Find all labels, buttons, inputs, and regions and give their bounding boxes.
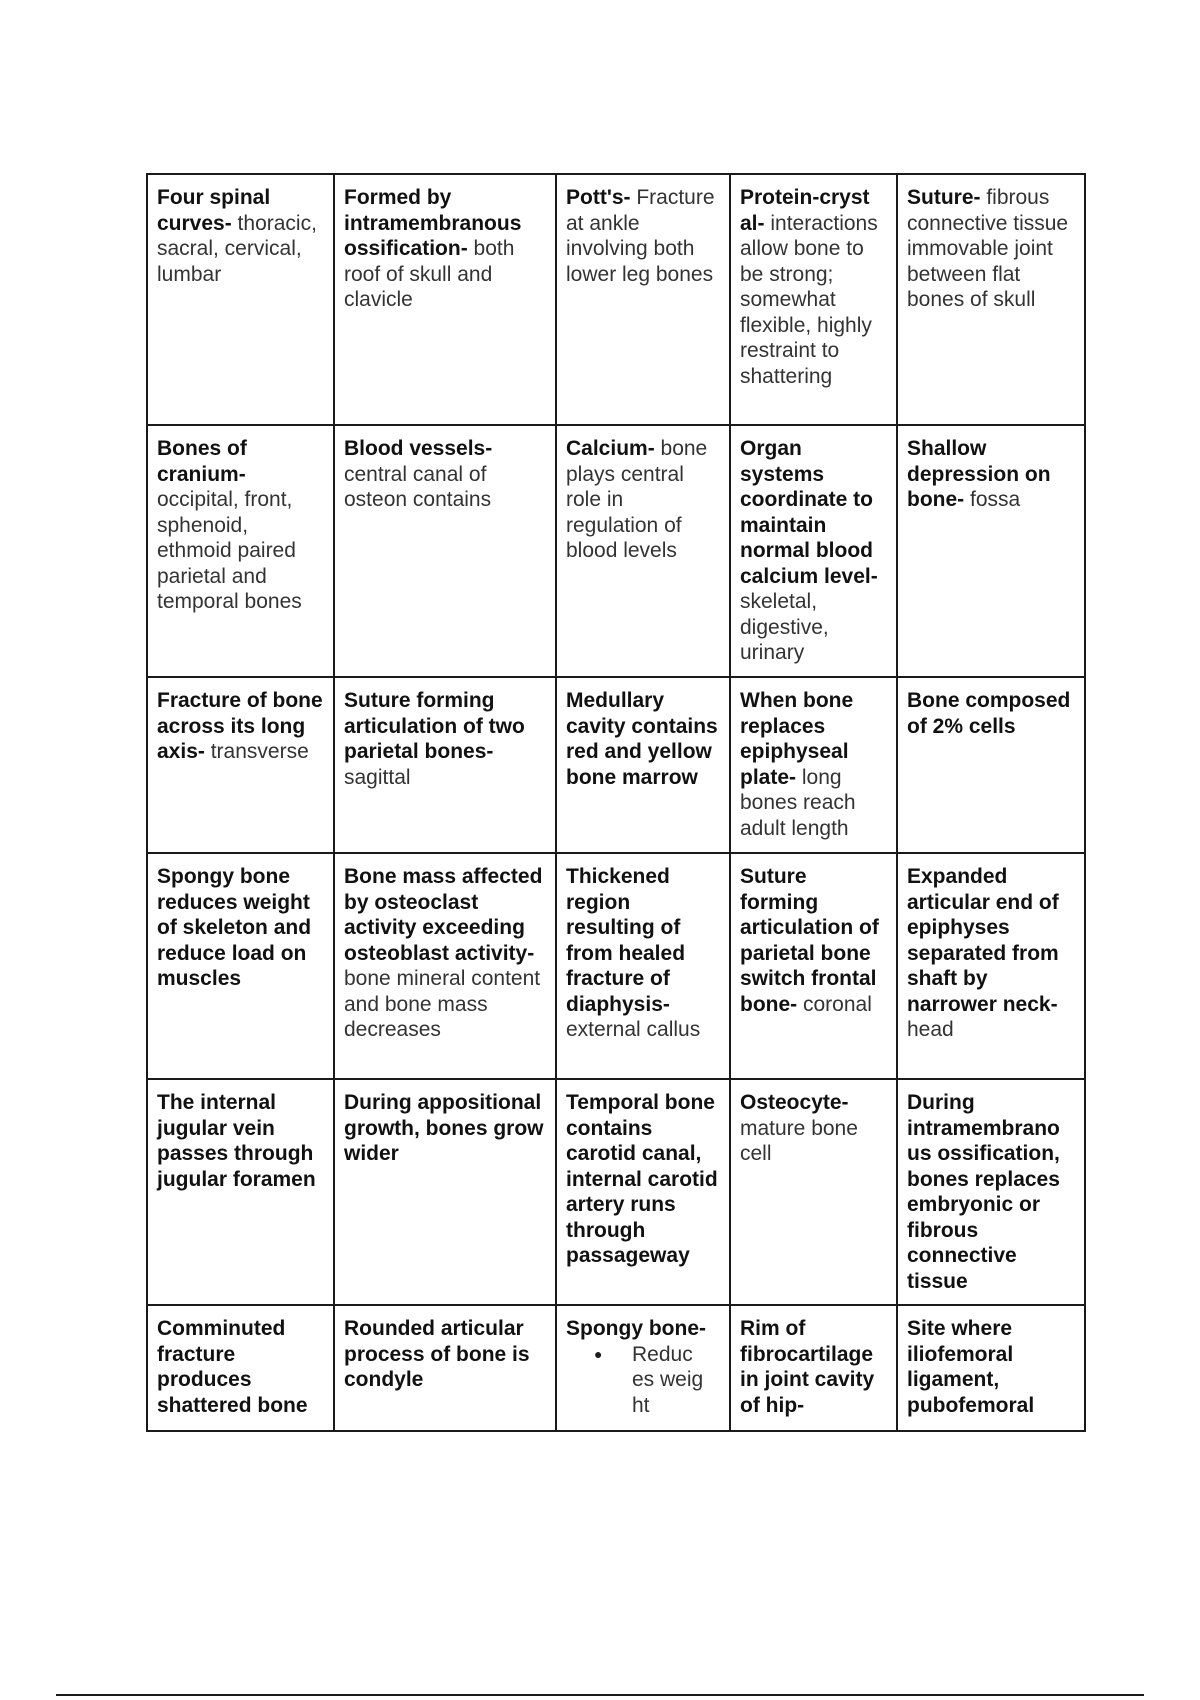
table-cell xyxy=(334,1079,556,1305)
cell-term: Spongy bone reduces weight of skeleton and reduce load on muscles xyxy=(157,865,312,990)
cell-term: Expanded articular end of epiphyses separated from shaft by narrower neck- xyxy=(907,865,1059,1016)
table-cell xyxy=(897,677,1085,853)
cell-definition: interactions allow bone to be strong; somewhat flexible, highly restraint to shattering xyxy=(740,211,878,388)
table-cell xyxy=(147,1079,334,1305)
cell-definition: fibrous connective tissue immovable joint between flat bones of skull xyxy=(907,186,1069,311)
cell-term: Calcium- xyxy=(566,437,655,460)
table-cell xyxy=(334,677,556,853)
cell-term: During intramembrano us ossification, bones replaces embryonic or fibrous connective tissue xyxy=(907,1091,1060,1293)
cell-term: Formed by intramembranous ossification- xyxy=(344,186,522,260)
cell-definition: central canal of osteon contains xyxy=(344,462,492,511)
table-cell xyxy=(730,174,897,425)
cell-term: Temporal bone contains carotid canal, internal carotid artery runs through passageway xyxy=(566,1091,718,1267)
table-cell xyxy=(730,853,897,1079)
cell-definition: external callus xyxy=(566,1018,701,1041)
cell-definition: thoracic, sacral, cervical, lumbar xyxy=(157,211,317,286)
cell-term: Bones of cranium- xyxy=(157,437,247,486)
cell-term: Comminuted fracture produces shattered bone xyxy=(157,1317,308,1417)
table-cell xyxy=(556,425,730,677)
table-cell xyxy=(730,1079,897,1305)
cell-term: Osteocyte- xyxy=(740,1091,849,1114)
table-cell xyxy=(556,1079,730,1305)
cell-definition: fossa xyxy=(964,488,1021,511)
notes-table xyxy=(146,173,1086,1432)
cell-definition: bone mineral content and bone mass decreases xyxy=(344,967,541,1041)
footer-divider xyxy=(56,1694,1144,1696)
table-cell xyxy=(334,853,556,1079)
bullet-icon: ● xyxy=(594,1345,603,1362)
table-cell xyxy=(334,1305,556,1431)
table-cell xyxy=(730,677,897,853)
cell-term: When bone replaces epiphyseal plate- xyxy=(740,689,854,789)
cell-term: Organ systems coordinate to maintain normal blood calcium level- xyxy=(740,437,878,588)
cell-definition: sagittal xyxy=(344,765,411,789)
cell-term: Four spinal curves- xyxy=(157,186,271,235)
table-cell xyxy=(897,1305,1085,1431)
cell-definition: Fracture at ankle involving both lower leg bones xyxy=(566,186,715,286)
cell-term: Site where iliofemoral ligament, pubofemoral xyxy=(907,1317,1035,1417)
cell-definition: head xyxy=(907,1018,954,1041)
table-cell xyxy=(556,1305,730,1431)
cell-term: Bone mass affected by osteoclast activity exceeding osteoblast activity- xyxy=(344,865,543,965)
table-cell xyxy=(147,853,334,1079)
table-cell xyxy=(147,425,334,677)
cell-term: During appositional growth, bones grow wider xyxy=(344,1091,544,1165)
table-cell xyxy=(897,174,1085,425)
cell-term: Thickened region resulting of from healed fracture of diaphysis- xyxy=(566,865,686,1016)
table-cell xyxy=(897,853,1085,1079)
table-row xyxy=(147,853,1085,1079)
table-cell xyxy=(147,1305,334,1431)
table-cell xyxy=(897,425,1085,677)
table-row xyxy=(147,677,1085,853)
cell-term: Blood vessels- xyxy=(344,437,493,460)
cell-term: Suture- xyxy=(907,186,981,209)
cell-definition: bone plays central role in regulation of blood levels xyxy=(566,437,708,562)
cell-term: Suture forming articulation of two parietal bones- xyxy=(344,689,525,763)
cell-term: Protein-cryst al- xyxy=(740,186,870,235)
table-cell xyxy=(730,1305,897,1431)
table-cell xyxy=(730,425,897,677)
list-item xyxy=(594,1342,721,1419)
cell-definition: occipital, front, sphenoid, ethmoid paired parietal and temporal bones xyxy=(157,488,302,613)
cell-term: Rim of fibrocartilage in joint cavity of hip- xyxy=(740,1317,875,1417)
cell-definition: coronal xyxy=(797,992,872,1016)
cell-term: Medullary cavity contains red and yellow bone marrow xyxy=(566,689,718,789)
table-row xyxy=(147,425,1085,677)
cell-term: Bone composed of 2% cells xyxy=(907,689,1071,738)
cell-definition: mature bone cell xyxy=(740,1116,858,1165)
cell-term: The internal jugular vein passes through jugular foramen xyxy=(157,1091,316,1191)
cell-term: Spongy bone- xyxy=(566,1317,706,1340)
table-row xyxy=(147,1079,1085,1305)
cell-term: Fracture of bone across its long axis- xyxy=(157,689,323,763)
table-cell xyxy=(556,174,730,425)
table-cell xyxy=(556,677,730,853)
cell-term: Shallow depression on bone- xyxy=(907,437,1051,511)
bullet-list xyxy=(566,1342,721,1419)
table-row xyxy=(147,174,1085,425)
table-cell xyxy=(556,853,730,1079)
table-row xyxy=(147,1305,1085,1431)
table-cell xyxy=(897,1079,1085,1305)
cell-term: Pott's- xyxy=(566,186,631,209)
table-cell xyxy=(334,174,556,425)
cell-term: Suture forming articulation of parietal bone switch frontal bone- xyxy=(740,865,879,1016)
cell-definition: skeletal, digestive, urinary xyxy=(740,590,829,664)
cell-term: Rounded articular process of bone is condyle xyxy=(344,1317,530,1391)
table-cell xyxy=(334,425,556,677)
cell-definition: both roof of skull and clavicle xyxy=(344,237,515,311)
cell-definition: long bones reach adult length xyxy=(740,765,856,840)
table-cell xyxy=(147,174,334,425)
table-cell xyxy=(147,677,334,853)
cell-definition: transverse xyxy=(204,740,309,763)
bullet-text: Reduces weight xyxy=(632,1342,704,1417)
